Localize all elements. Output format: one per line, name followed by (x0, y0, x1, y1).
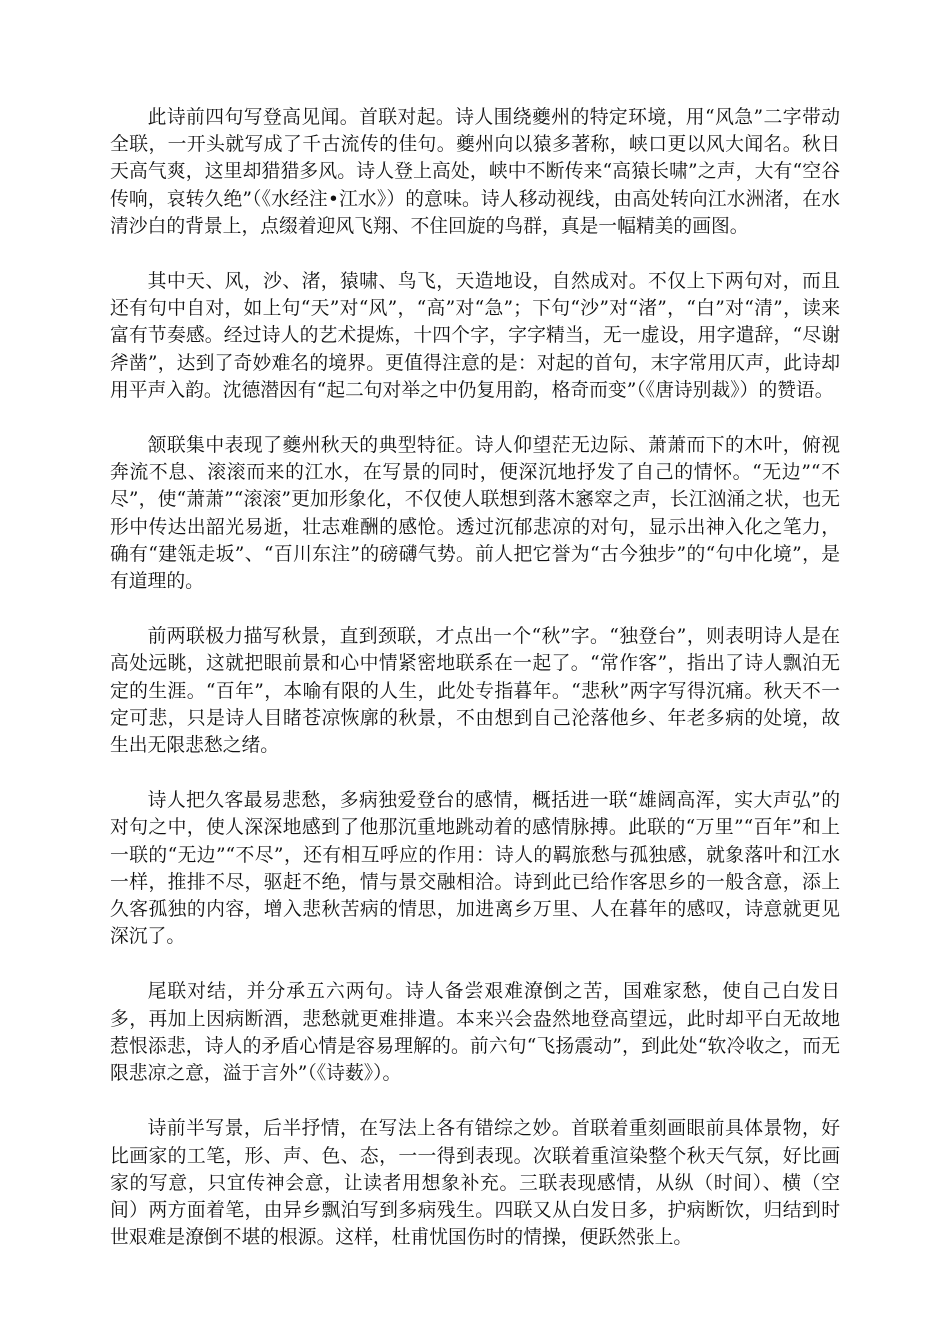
paragraph-6: 尾联对结，并分承五六两句。诗人备尝艰难潦倒之苦，国难家愁，使自己白发日多，再加上因病断酒，悲愁就更难排遣。本来兴会盎然地登高望远，此时却平白无故地惹恨添悲，诗人的矛盾心情是容易理解的。前六句“飞扬震动”，到此处“软冷收之，而无限悲凉之意，溢于言外”（《诗薮》）。 (110, 981, 840, 1085)
paragraph-4: 前两联极力描写秋景，直到颈联，才点出一个“秋”字。“独登台”，则表明诗人是在高处远眺，这就把眼前景和心中情紧密地联系在一起了。“常作客”，指出了诗人飘泊无定的生涯。“百年”，本喻有限的人生，此处专指暮年。“悲秋”两字写得沉痛。秋天不一定可悲，只是诗人目睹苍凉恢廓的秋景，不由想到自己沦落他乡、年老多病的处境，故生出无限悲愁之绪。 (110, 626, 840, 757)
paragraph-7: 诗前半写景，后半抒情，在写法上各有错综之妙。首联着重刻画眼前具体景物，好比画家的工笔，形、声、色、态，一一得到表现。次联着重渲染整个秋天气氛，好比画家的写意，只宜传神会意，让读者用想象补充。三联表现感情，从纵（时间）、横（空间）两方面着笔，由异乡飘泊写到多病残生。四联又从白发日多，护病断饮，归结到时世艰难是潦倒不堪的根源。这样，杜甫忧国伤时的情操，便跃然张上。 (110, 1118, 840, 1249)
paragraph-5: 诗人把久客最易悲愁，多病独爱登台的感情，概括进一联“雄阔高浑，实大声弘”的对句之中，使人深深地感到了他那沉重地跳动着的感情脉搏。此联的“万里”“百年”和上一联的“无边”“不尽”，还有相互呼应的作用：诗人的羁旅愁与孤独感，就象落叶和江水一样，推排不尽，驱赶不绝，情与景交融相洽。诗到此已给作客思乡的一般含意，添上久客孤独的内容，增入悲秋苦病的情思，加进离乡万里、人在暮年的感叹，诗意就更见深沉了。 (110, 790, 840, 948)
paragraph-1: 此诗前四句写登高见闻。首联对起。诗人围绕夔州的特定环境，用“风急”二字带动全联，一开头就写成了千古流传的佳句。夔州向以猿多著称，峡口更以风大闻名。秋日天高气爽，这里却猎猎多风。诗人登上高处，峡中不断传来“高猿长啸”之声，大有“空谷传响，哀转久绝”（《水经注•江水》）的意味。诗人移动视线，由高处转向江水洲渚，在水清沙白的背景上，点缀着迎风飞翔、不住回旋的鸟群，真是一幅精美的画图。 (110, 107, 840, 237)
paragraph-3: 颔联集中表现了夔州秋天的典型特征。诗人仰望茫无边际、萧萧而下的木叶，俯视奔流不息、滚滚而来的江水，在写景的同时，便深沉地抒发了自己的情怀。“无边”“不尽”，使“萧萧”“滚滚”更加形象化，不仅使人联想到落木窸窣之声，长江汹涌之状，也无形中传达出韶光易逝，壮志难酬的感怆。透过沉郁悲凉的对句，显示出神入化之笔力，确有“建瓴走坂”、“百川东注”的磅礴气势。前人把它誉为“古今独步”的“句中化境”，是有道理的。 (110, 435, 840, 593)
paragraph-2: 其中天、风，沙、渚，猿啸、鸟飞，天造地设，自然成对。不仅上下两句对，而且还有句中自对，如上句“天”对“风”，“高”对“急”；下句“沙”对“渚”，“白”对“清”，读来富有节奏感。经过诗人的艺术提炼，十四个字，字字精当，无一虚设，用字遣辞，“尽谢斧凿”，达到了奇妙难名的境界。更值得注意的是：对起的首句，末字常用仄声，此诗却用平声入韵。沈德潜因有“起二句对举之中仍复用韵，格奇而变”（《唐诗别裁》）的赞语。 (110, 271, 840, 401)
